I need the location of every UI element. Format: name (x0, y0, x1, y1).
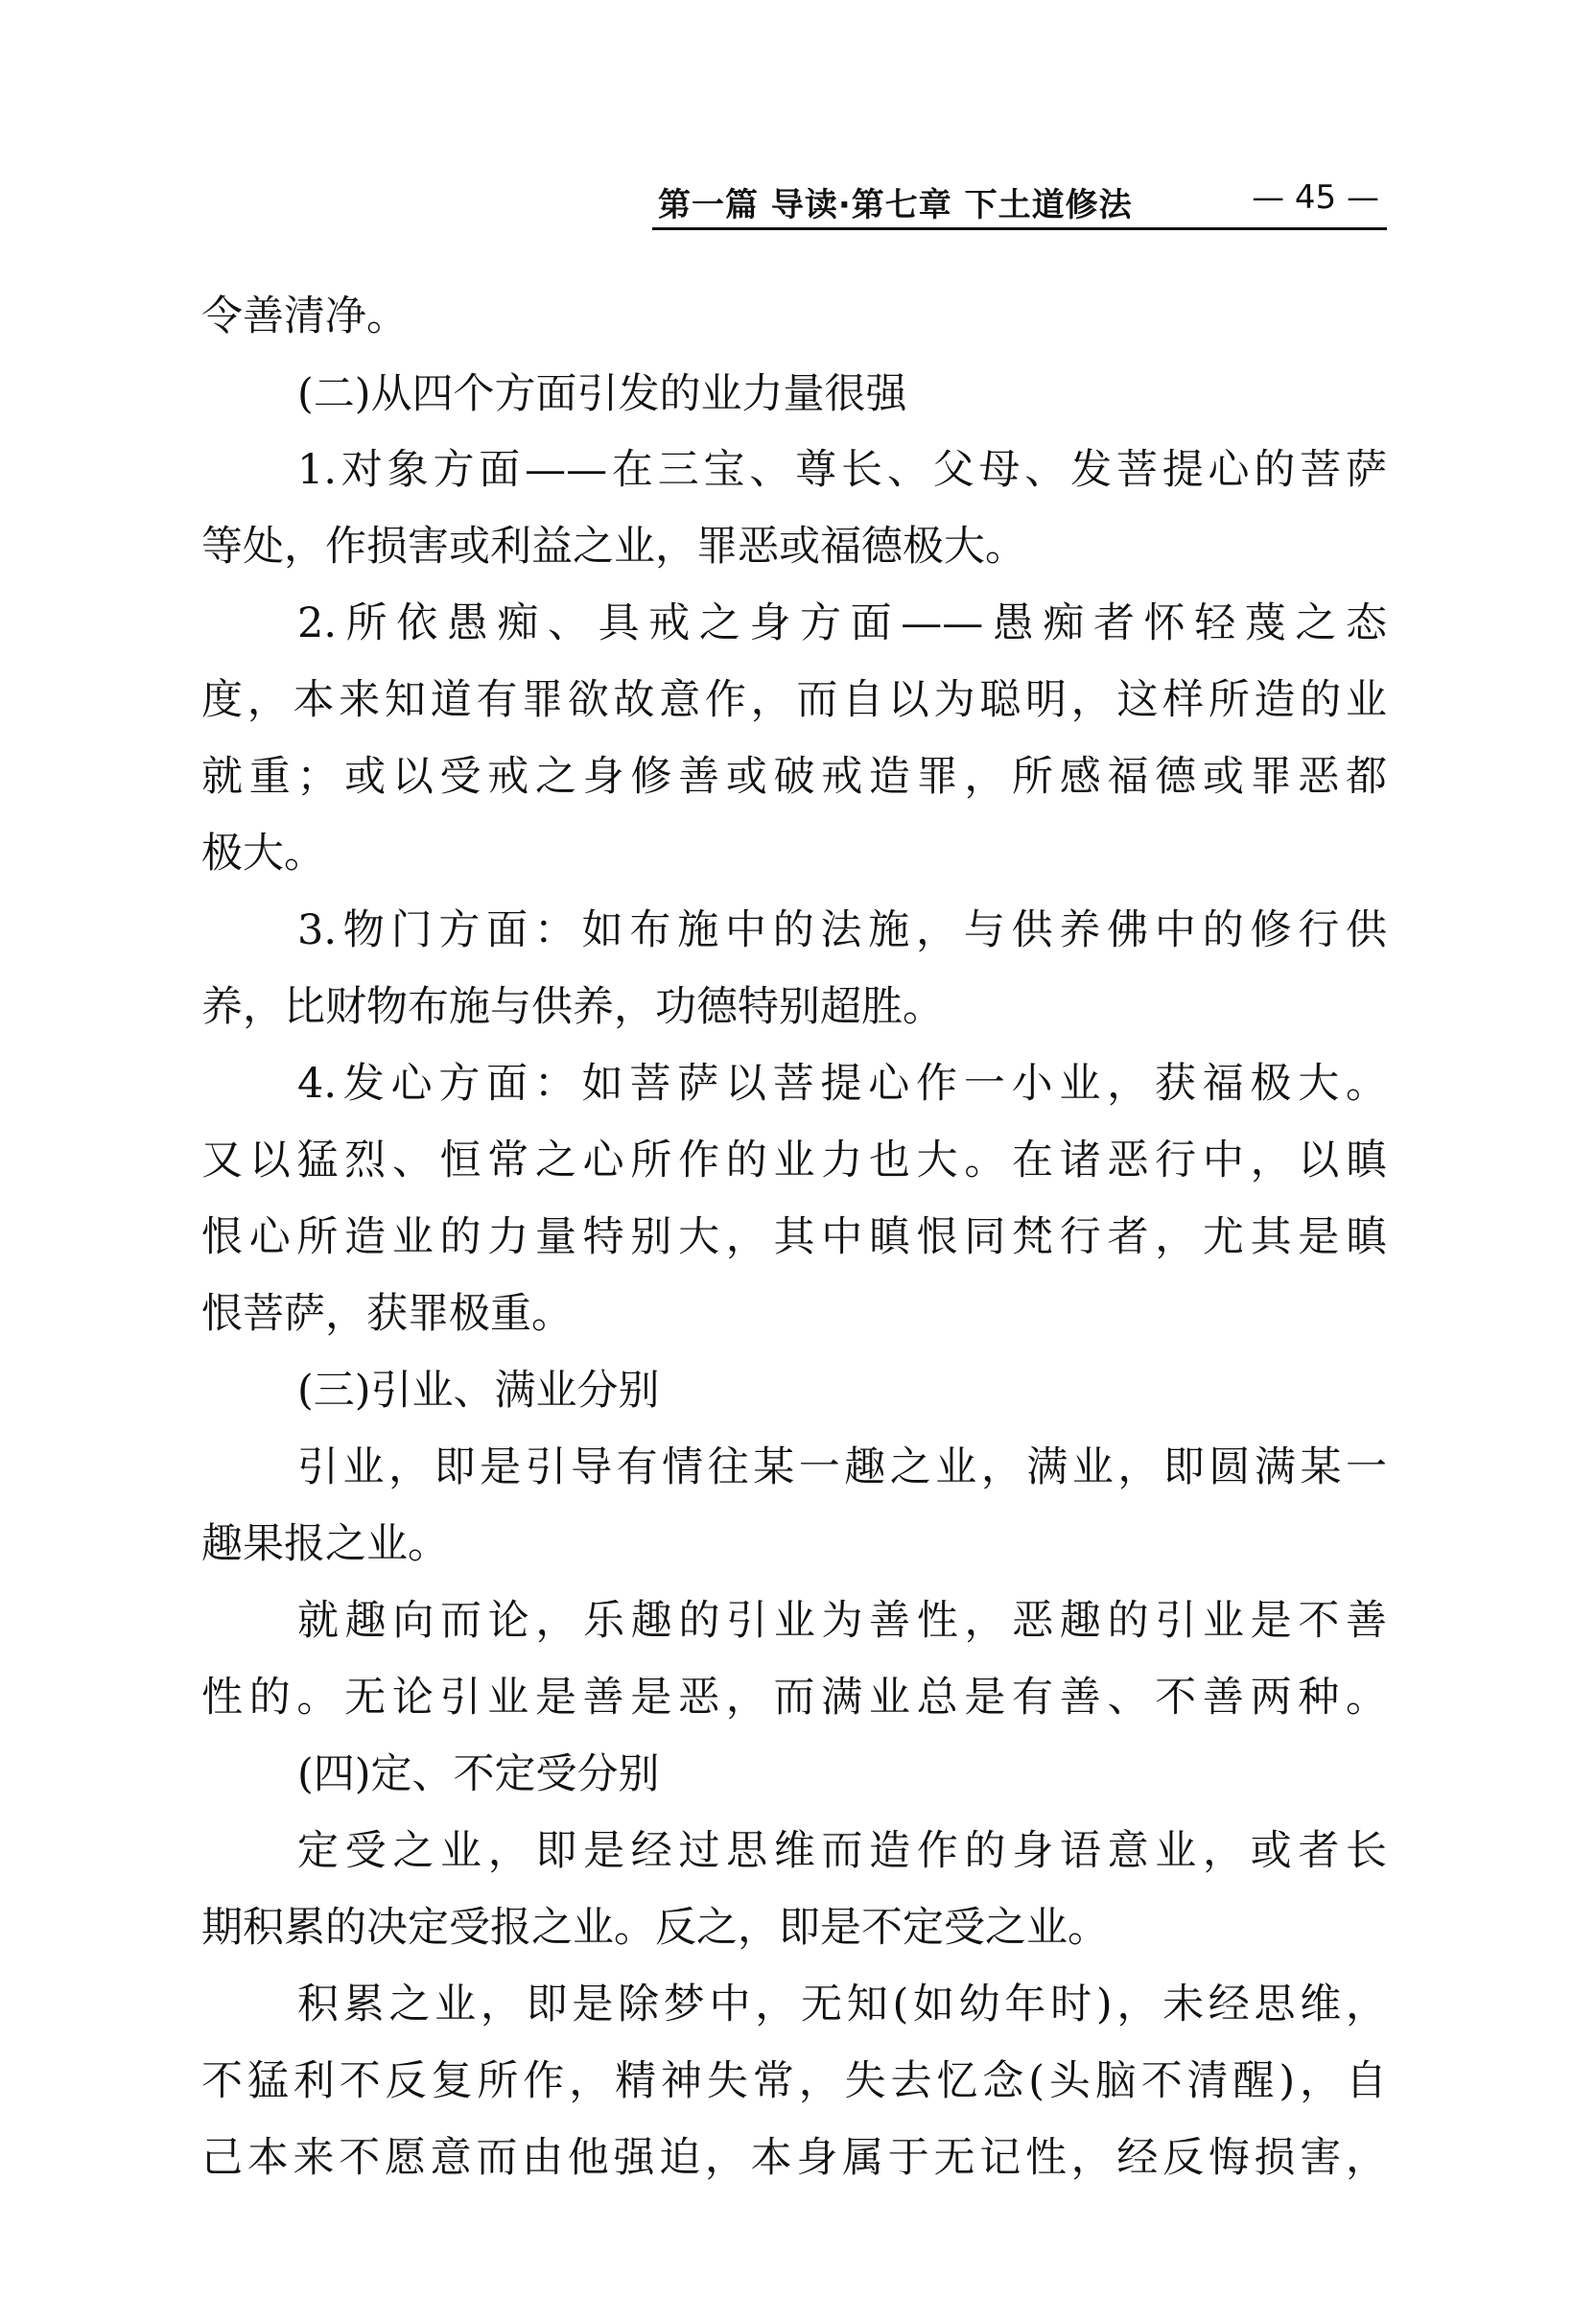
text-line: 趣果报之业。 (201, 1520, 449, 1568)
header-title: 第一篇 导读·第七章 下土道修法 (658, 186, 1133, 224)
text-line: 1.对象方面——在三宝、尊长、父母、发菩提心的菩萨 (297, 446, 1387, 494)
page-number: — 45 — (1252, 178, 1379, 217)
text-line: 就趣向而论，乐趣的引业为善性，恶趣的引业是不善 (297, 1597, 1387, 1645)
text-line: 恨心所造业的力量特别大，其中瞋恨同梵行者，尤其是瞋 (201, 1213, 1387, 1261)
text-line: 令善清净。 (201, 293, 408, 340)
text-line: (四)定、不定受分别 (297, 1750, 660, 1798)
text-line: 定受之业，即是经过思维而造作的身语意业，或者长 (297, 1827, 1387, 1875)
text-line: 4.发心方面：如菩萨以菩提心作一小业，获福极大。 (297, 1060, 1387, 1108)
text-line: 2.所依愚痴、具戒之身方面——愚痴者怀轻蔑之态 (297, 599, 1387, 647)
text-line: 就重；或以受戒之身修善或破戒造罪，所感福德或罪恶都 (201, 753, 1387, 801)
text-line: 性的。无论引业是善是恶，而满业总是有善、不善两种。 (201, 1674, 1387, 1722)
text-line: 养，比财物布施与供养，功德特别超胜。 (201, 983, 944, 1031)
text-line: 引业，即是引导有情往某一趣之业，满业，即圆满某一 (297, 1443, 1387, 1491)
text-line: 不猛利不反复所作，精神失常，失去忆念(头脑不清醒)，自 (201, 2057, 1387, 2105)
text-line: (二)从四个方面引发的业力量很强 (297, 370, 907, 418)
text-line: 期积累的决定受报之业。反之，即是不定受之业。 (201, 1904, 1109, 1952)
text-line: 恨菩萨，获罪极重。 (201, 1290, 573, 1338)
text-line: 等处，作损害或利益之业，罪恶或福德极大。 (201, 523, 1026, 571)
text-line: (三)引业、满业分别 (297, 1367, 660, 1415)
text-line: 又以猛烈、恒常之心所作的业力也大。在诸恶行中，以瞋 (201, 1137, 1387, 1184)
text-line: 度，本来知道有罪欲故意作，而自以为聪明，这样所造的业 (201, 676, 1387, 724)
text-line: 3.物门方面：如布施中的法施，与供养佛中的修行供 (297, 906, 1387, 954)
text-line: 积累之业，即是除梦中，无知(如幼年时)，未经思维， (297, 1981, 1387, 2028)
text-line: 极大。 (201, 830, 325, 878)
text-line: 己本来不愿意而由他强迫，本身属于无记性，经反悔损害， (201, 2134, 1387, 2182)
running-header (652, 171, 1387, 230)
